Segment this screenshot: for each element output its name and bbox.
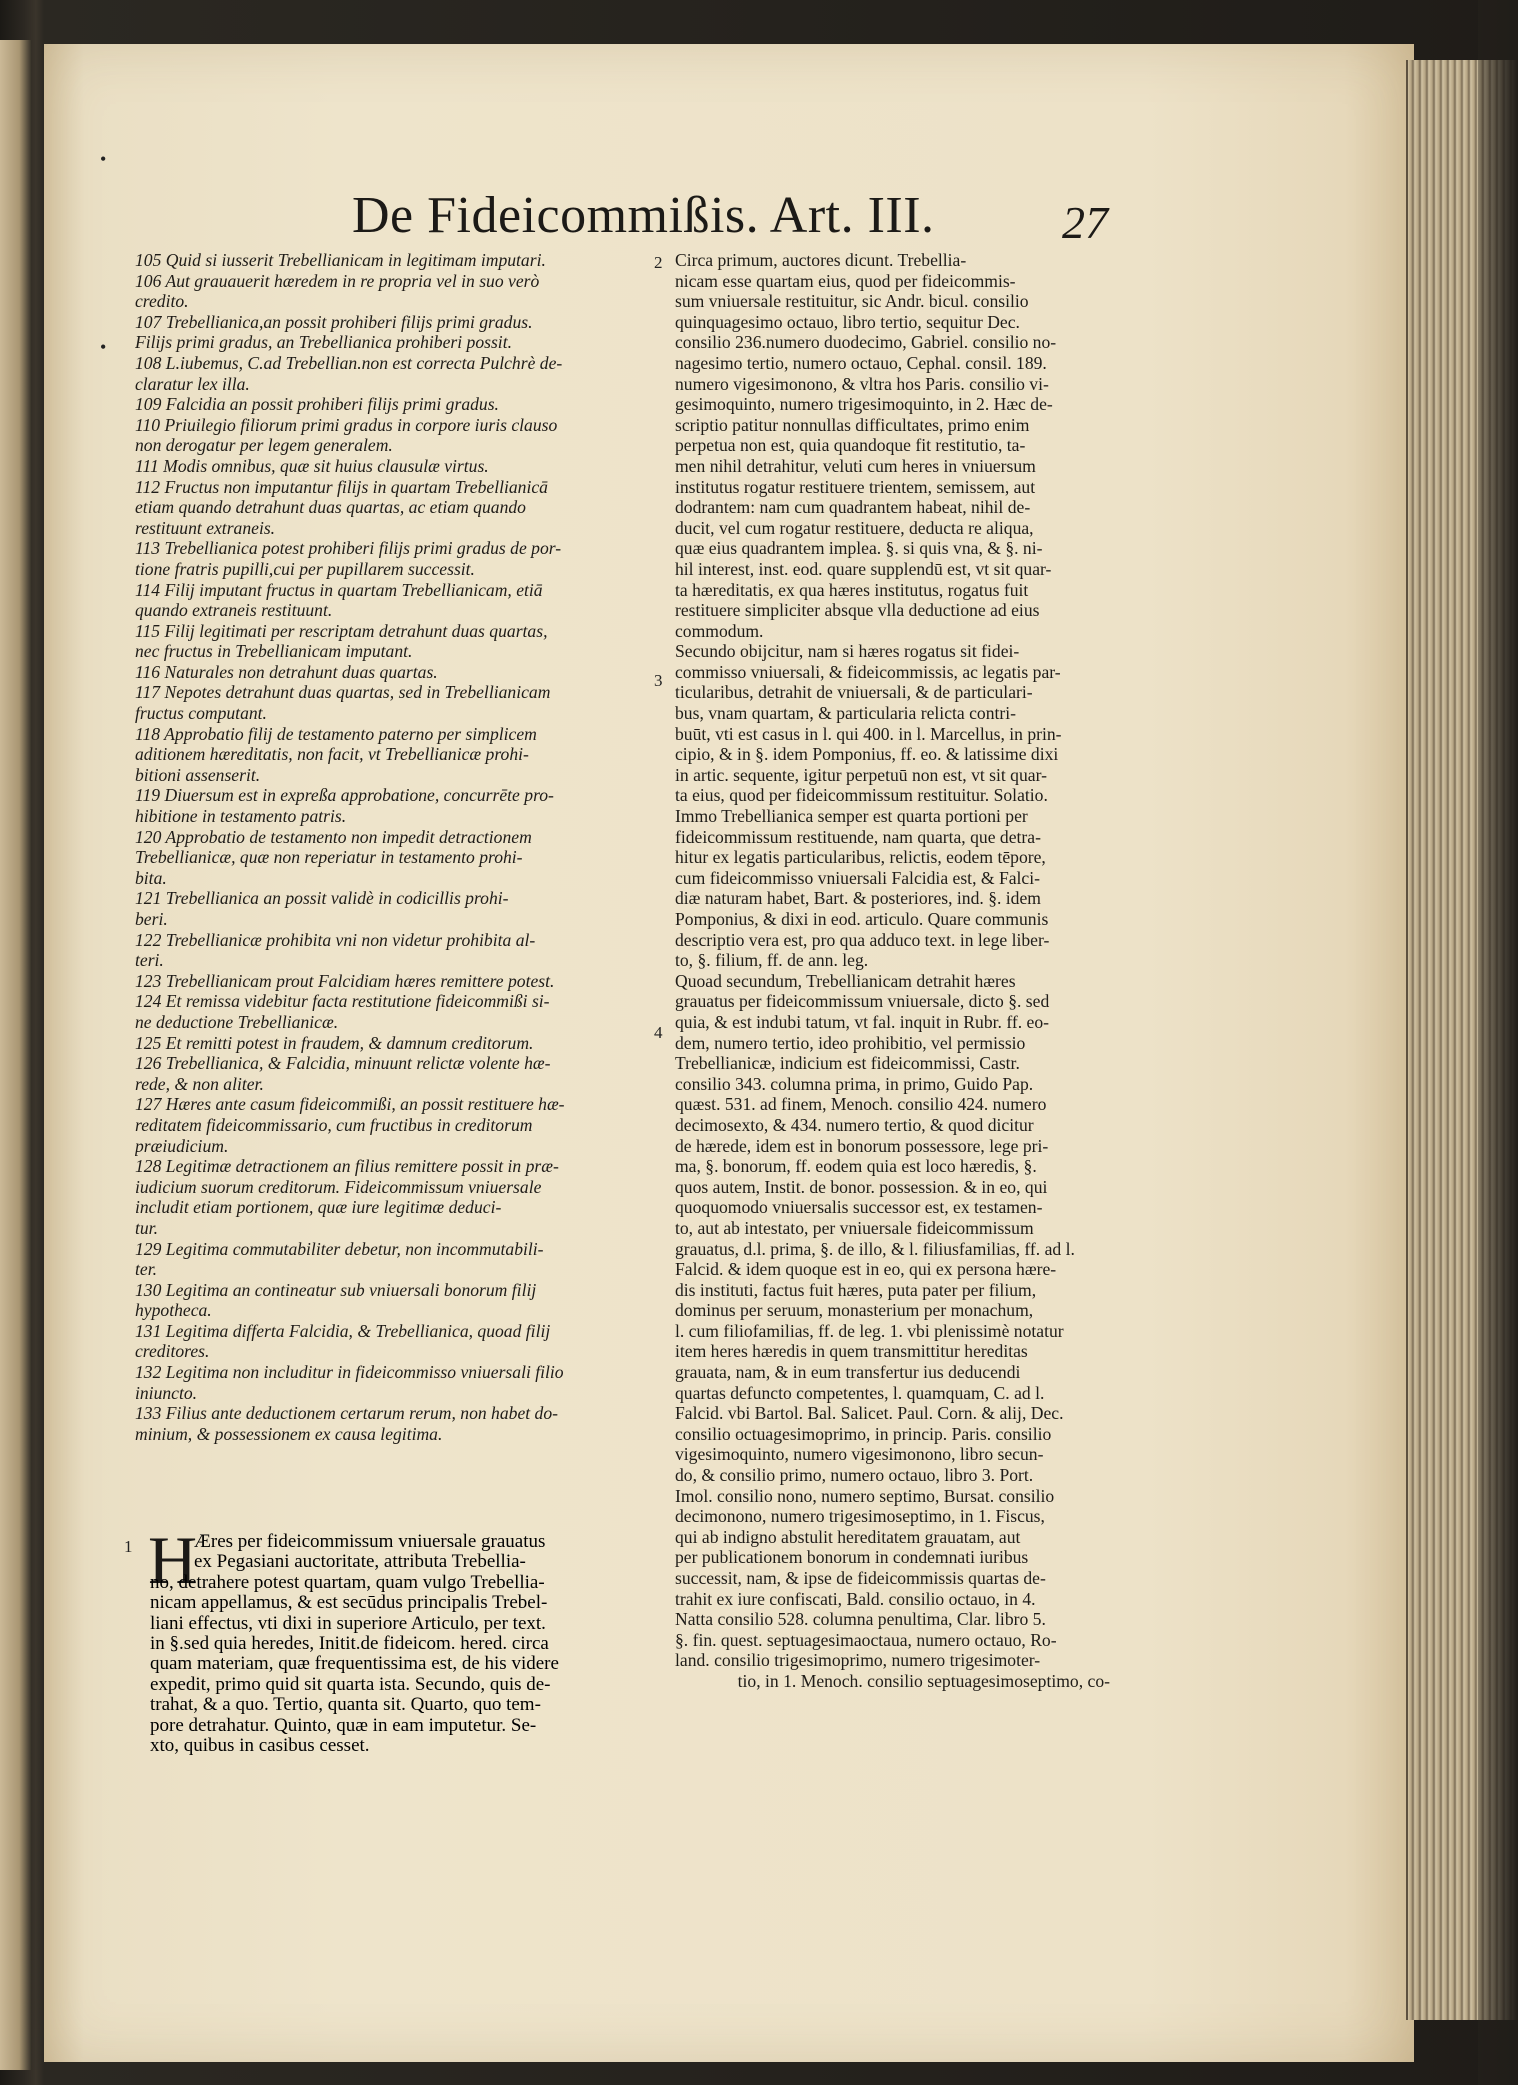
summary-line: 131 Legitima differta Falcidia, & Trebellianica, quoad filij (135, 1320, 551, 1341)
right-text-line: ta eius, quod per fideicommissum restituitur. Solatio. (675, 785, 1048, 806)
right-text-line: fideicommissum restituende, nam quarta, que detra- (675, 826, 1041, 847)
summary-line: bita. (135, 867, 167, 888)
right-text-line: qui ab indigno abstulit hereditatem grauatam, aut (675, 1526, 1021, 1547)
summary-line: ne deductione Trebellianicæ. (135, 1011, 339, 1032)
right-text-line: vigesimoquinto, numero vigesimonono, libro secun- (675, 1444, 1044, 1465)
summary-line: 112 Fructus non imputantur filijs in quartam Trebellianicā (135, 476, 548, 497)
summary-line: aditionem hæreditatis, non facit, vt Trebellianicæ prohi- (135, 744, 529, 765)
main-text-line: liani effectus, vti dixi in superiore Articulo, per text. (150, 1613, 546, 1634)
right-text-line: scriptio patitur nonnullas difficultates, primo enim (675, 414, 1030, 435)
summary-line: ter. (135, 1259, 157, 1280)
summary-line: 122 Trebellianicæ prohibita vni non videtur prohibita al- (135, 929, 536, 950)
summary-line: quando extraneis restituunt. (135, 600, 333, 621)
right-text-line: Imol. consilio nono, numero septimo, Bursat. consilio (675, 1485, 1055, 1506)
right-text-line: in artic. sequente, igitur perpetuū non est, vt sit quar- (675, 764, 1047, 785)
margin-number: 2 (654, 253, 663, 272)
right-text-line: per publicationem bonorum in condemnati iuribus (675, 1547, 1029, 1568)
right-text-line: buūt, vti est casus in l. qui 400. in l. Marcellus, in prin- (675, 723, 1062, 744)
summary-line: restituunt extraneis. (135, 517, 276, 538)
main-text-line: expedit, primo quid sit quarta ista. Secundo, quis de- (150, 1674, 551, 1695)
summary-line: 116 Naturales non detrahunt duas quartas. (135, 661, 438, 682)
right-text-line: dis instituti, factus fuit hæres, puta pater per filium, (675, 1279, 1037, 1300)
right-text-line: grauata, nam, & in eum transfertur ius deducendi (675, 1362, 1021, 1383)
right-text-line: cipio, & in §. idem Pomponius, ff. eo. & latissime dixi (675, 744, 1059, 765)
summary-line: 106 Aut grauauerit hæredem in re propria vel in suo verò (135, 270, 540, 291)
summary-line: includit etiam portionem, quæ iure legitimæ deduci- (135, 1197, 502, 1218)
margin-number: 1 (124, 1537, 133, 1556)
summary-line: 115 Filij legitimati per rescriptam detrahunt duas quartas, (135, 620, 548, 641)
summary-line: 114 Filij imputant fructus in quartam Trebellianicam, etiā (135, 579, 543, 600)
right-text-line: grauatus per fideicommissum vniuersale, dicto §. sed (675, 991, 1050, 1012)
summary-line: 111 Modis omnibus, quæ sit huius clausulæ virtus. (135, 455, 489, 476)
right-text-line: consilio octuagesimoprimo, in princip. Paris. consilio (675, 1423, 1052, 1444)
summary-line: etiam quando detrahunt duas quartas, ac etiam quando (135, 497, 526, 518)
summary-index (135, 250, 655, 1444)
main-text-line: no, detrahere potest quartam, quam vulgo Trebellia- (150, 1572, 545, 1593)
right-text-line: bus, vnam quartam, & particularia relicta contri- (675, 703, 1016, 724)
right-text-line: l. cum filiofamilias, ff. de leg. 1. vbi plenissimè notatur (675, 1320, 1064, 1341)
main-text-line: quam materiam, quæ frequentissima est, de his videre (150, 1654, 559, 1675)
right-text-line: Quoad secundum, Trebellianicam detrahit hæres (675, 970, 1016, 991)
summary-line: 113 Trebellianica potest prohiberi filijs primi gradus de por- (135, 538, 562, 559)
right-text-line: commisso vniuersali, & fideicommissis, ac legatis par- (675, 661, 1061, 682)
summary-line: 120 Approbatio de testamento non impedit detractionem (135, 826, 532, 847)
right-text-line: ta hæreditatis, ex qua hæres institutus, rogatus fuit (675, 579, 1029, 600)
right-text-line: Natta consilio 528. columna penultima, Clar. libro 5. (675, 1609, 1046, 1630)
summary-line: minium, & possessionem ex causa legitima. (135, 1423, 443, 1444)
drop-initial: H (148, 1522, 198, 1598)
summary-line: creditores. (135, 1341, 210, 1362)
summary-line: 124 Et remissa videbitur facta restitutione fideicommißi si- (135, 991, 550, 1012)
summary-line: 117 Nepotes detrahunt duas quartas, sed in Trebellianicam (135, 682, 551, 703)
right-text-line: nicam esse quartam eius, quod per fideicommis- (675, 270, 1016, 291)
main-text-line: xto, quibus in casibus cesset. (150, 1736, 370, 1757)
right-text-line: §. fin. quest. septuagesimaoctaua, numero octauo, Ro- (675, 1629, 1057, 1650)
page-header-title: De Fideicommißis. Art. III. (352, 187, 935, 244)
right-text-line: de hærede, idem est in bonorum possessore, lege pri- (675, 1135, 1049, 1156)
right-text-line: trahit ex iure confiscati, Bald. consilio octauo, in 4. (675, 1588, 1036, 1609)
summary-line: præiudicium. (135, 1135, 229, 1156)
right-text-line: quartas defuncto competentes, l. quamquam, C. ad l. (675, 1382, 1045, 1403)
main-text-body (148, 1522, 655, 1757)
summary-line: 127 Hæres ante casum fideicommißi, an possit restituere hæ- (135, 1094, 565, 1115)
summary-line: iudicium suorum creditorum. Fideicommissum vniuersale (135, 1176, 542, 1197)
main-text-line: in §.sed quia heredes, Initit.de fideicom. hered. circa (150, 1634, 549, 1655)
main-text-line: ex Pegasiani auctoritate, attributa Trebellia- (194, 1552, 526, 1573)
summary-line: 109 Falcidia an possit prohiberi filijs primi gradus. (135, 394, 499, 415)
summary-line: 119 Diuersum est in expreßa approbatione, concurrēte pro- (135, 785, 554, 806)
right-text-line: restituere simpliciter absque vlla deductione ad eius (675, 600, 1040, 621)
right-text-line: quoquomodo vniuersalis successor est, ex testamen- (675, 1197, 1043, 1218)
right-text-line: descriptio vera est, pro qua adduco text. in lege liber- (675, 929, 1050, 950)
margin-number: 4 (654, 1023, 663, 1042)
summary-line: 133 Filius ante deductionem certarum rerum, non habet do- (135, 1403, 558, 1424)
right-text-line: consilio 343. columna prima, in primo, Guido Pap. (675, 1073, 1034, 1094)
right-column-text (675, 250, 1130, 1692)
summary-line: Trebellianicæ, quæ non reperiatur in testamento prohi- (135, 847, 523, 868)
main-text-line: pore detrahatur. Quinto, quæ in eam imputetur. Se- (150, 1715, 537, 1736)
summary-line: hypotheca. (135, 1300, 212, 1321)
summary-line: 128 Legitimæ detractionem an filius remittere possit in præ- (135, 1156, 559, 1177)
summary-line: nec fructus in Trebellianicam imputant. (135, 641, 413, 662)
right-text-line: to, §. filium, ff. de ann. leg. (675, 950, 869, 971)
summary-line: non derogatur per legem generalem. (135, 435, 393, 456)
summary-line: 132 Legitima non includitur in fideicommisso vniuersali filio (135, 1362, 564, 1383)
right-text-line: consilio 236.numero duodecimo, Gabriel. consilio no- (675, 332, 1057, 353)
page-fore-edge-shadow (1478, 0, 1518, 2085)
summary-line: bitioni assenserit. (135, 764, 261, 785)
right-text-line: ducit, vel cum rogatur restituere, deducta re aliqua, (675, 517, 1034, 538)
catchword: tio, in 1. Menoch. consilio septuagesimoseptimo, co- (737, 1670, 1110, 1691)
summary-line: 107 Trebellianica,an possit prohiberi filijs primi gradus. (135, 311, 533, 332)
main-text-line: Æres per fideicommissum vniuersale grauatus (194, 1532, 546, 1552)
summary-line: 125 Et remitti potest in fraudem, & damnum creditorum. (135, 1032, 534, 1053)
right-text-line: perpetua non est, quia quandoque fit restitutio, ta- (675, 435, 1026, 456)
summary-line: 105 Quid si iusserit Trebellianicam in legitimam imputari. (135, 250, 546, 270)
right-text-line: Trebellianicæ, indicium est fideicommissi, Castr. (675, 1053, 1020, 1074)
summary-line: iniuncto. (135, 1382, 198, 1403)
summary-line: teri. (135, 950, 164, 971)
summary-line: 130 Legitima an contineatur sub vniuersali bonorum filij (135, 1279, 537, 1300)
right-text-line: quia, & est indubi tatum, vt fal. inquit in Rubr. ff. eo- (675, 1011, 1049, 1032)
right-text-line: do, & consilio primo, numero octauo, libro 3. Port. (675, 1465, 1034, 1486)
right-text-line: quæ eius quadrantem implea. §. si quis vna, & §. ni- (675, 538, 1043, 559)
summary-line: hibitione in testamento patris. (135, 806, 347, 827)
summary-line: 108 L.iubemus, C.ad Trebellian.non est correcta Pulchrè de- (135, 352, 563, 373)
right-text-line: commodum. (675, 620, 764, 641)
right-text-line: item heres hæredis in quem transmittitur hereditas (675, 1341, 1028, 1362)
right-text-line: Falcid. & idem quoque est in eo, qui ex persona hære- (675, 1259, 1057, 1280)
margin-number: 3 (654, 671, 663, 690)
right-text-line: gesimoquinto, numero trigesimoquinto, in 2. Hæc de- (675, 394, 1053, 415)
right-text-line: decimosexto, & 434. numero tertio, & quod dicitur (675, 1114, 1034, 1135)
right-text-line: land. consilio trigesimoprimo, numero trigesimoter- (675, 1650, 1041, 1671)
summary-line: rede, & non aliter. (135, 1073, 264, 1094)
right-text-line: Pomponius, & dixi in eod. articulo. Quare communis (675, 909, 1049, 929)
summary-line: Filijs primi gradus, an Trebellianica prohiberi possit. (135, 332, 512, 353)
right-text-line: diæ naturam habet, Bart. & posteriores, ind. §. idem (675, 888, 1041, 909)
main-text-line: nicam appellamus, & est secūdus principalis Trebel- (150, 1593, 548, 1614)
summary-line: 121 Trebellianica an possit validè in codicillis prohi- (135, 888, 509, 909)
right-text-line: quæst. 531. ad finem, Menoch. consilio 424. numero (675, 1094, 1047, 1115)
summary-line: credito. (135, 291, 189, 312)
summary-line: fructus computant. (135, 703, 267, 724)
right-text-line: to, aut ab intestato, per vniuersale fideicommissum (675, 1217, 1034, 1238)
right-text-line: successit, nam, & ipse de fideicommissis quartas de- (675, 1568, 1046, 1588)
right-text-line: decimonono, numero trigesimoseptimo, in 1. Fiscus, (675, 1506, 1045, 1527)
right-text-line: sum vniuersale restituitur, sic Andr. bicul. consilio (675, 291, 1029, 312)
right-text-line: hil interest, inst. eod. quare supplendū est, vt sit quar- (675, 558, 1052, 579)
right-text-line: Immo Trebellianica semper est quarta portioni per (675, 806, 1028, 827)
main-text-line: trahat, & a quo. Tertio, quanta sit. Quarto, quo tem- (150, 1695, 541, 1716)
page-number: 27 (1062, 197, 1108, 248)
right-text-line: nagesimo tertio, numero octauo, Cephal. consil. 189. (675, 352, 1047, 373)
right-text-line: Falcid. vbi Bartol. Bal. Salicet. Paul. Corn. & alij, Dec. (675, 1403, 1064, 1424)
summary-line: 110 Priuilegio filiorum primi gradus in corpore iuris clauso (135, 414, 558, 435)
right-text-line: dominus per seruum, monasterium per monachum, (675, 1300, 1034, 1321)
right-text-line: ticularibus, detrahit de vniuersali, & de particulari- (675, 682, 1033, 703)
left-page-edge (0, 40, 32, 2070)
right-text-line: dem, numero tertio, ideo prohibitio, vel permissio (675, 1032, 1026, 1053)
right-text-line: Circa primum, auctores dicunt. Trebellia- (675, 250, 967, 270)
right-text-line: cum fideicommisso vniuersali Falcidia est, & Falci- (675, 867, 1040, 888)
summary-line: reditatem fideicommissario, cum fructibus in creditorum (135, 1114, 533, 1135)
summary-line: 118 Approbatio filij de testamento paterno per simplicem (135, 723, 537, 744)
right-text-line: institutus rogatur restituere trientem, semissem, aut (675, 476, 1036, 497)
right-text-line: quos autem, Instit. de bonor. possession. & in eo, qui (675, 1176, 1048, 1197)
right-text-line: men nihil detrahitur, veluti cum heres in vniuersum (675, 455, 1036, 476)
summary-line: tione fratris pupilli,cui per pupillarem successit. (135, 558, 475, 579)
right-text-line: quinquagesimo octauo, libro tertio, sequitur Dec. (675, 311, 1020, 332)
bullet-mark: • (100, 337, 107, 357)
right-text-line: ma, §. bonorum, ff. eodem quia est loco hæredis, §. (675, 1156, 1037, 1177)
right-text-line: dodrantem: nam cum quadrantem habeat, nihil de- (675, 497, 1031, 518)
summary-line: 126 Trebellianica, & Falcidia, minuunt relictæ volente hæ- (135, 1053, 551, 1074)
bullet-mark: • (100, 149, 107, 169)
right-text-line: hitur ex legatis particularibus, relictis, eodem tēpore, (675, 847, 1046, 868)
summary-line: 129 Legitima commutabiliter debetur, non incommutabili- (135, 1238, 544, 1259)
right-text-line: grauatus, d.l. prima, §. de illo, & l. filiusfamilias, ff. ad l. (675, 1238, 1075, 1259)
summary-line: beri. (135, 909, 168, 929)
right-text-line: Secundo obijcitur, nam si hæres rogatus sit fidei- (675, 641, 1020, 662)
summary-line: tur. (135, 1217, 158, 1238)
right-text-line: numero vigesimonono, & vltra hos Paris. consilio vi- (675, 373, 1049, 394)
summary-line: 123 Trebellianicam prout Falcidiam hæres remittere potest. (135, 970, 555, 991)
summary-line: claratur lex illa. (135, 373, 250, 394)
